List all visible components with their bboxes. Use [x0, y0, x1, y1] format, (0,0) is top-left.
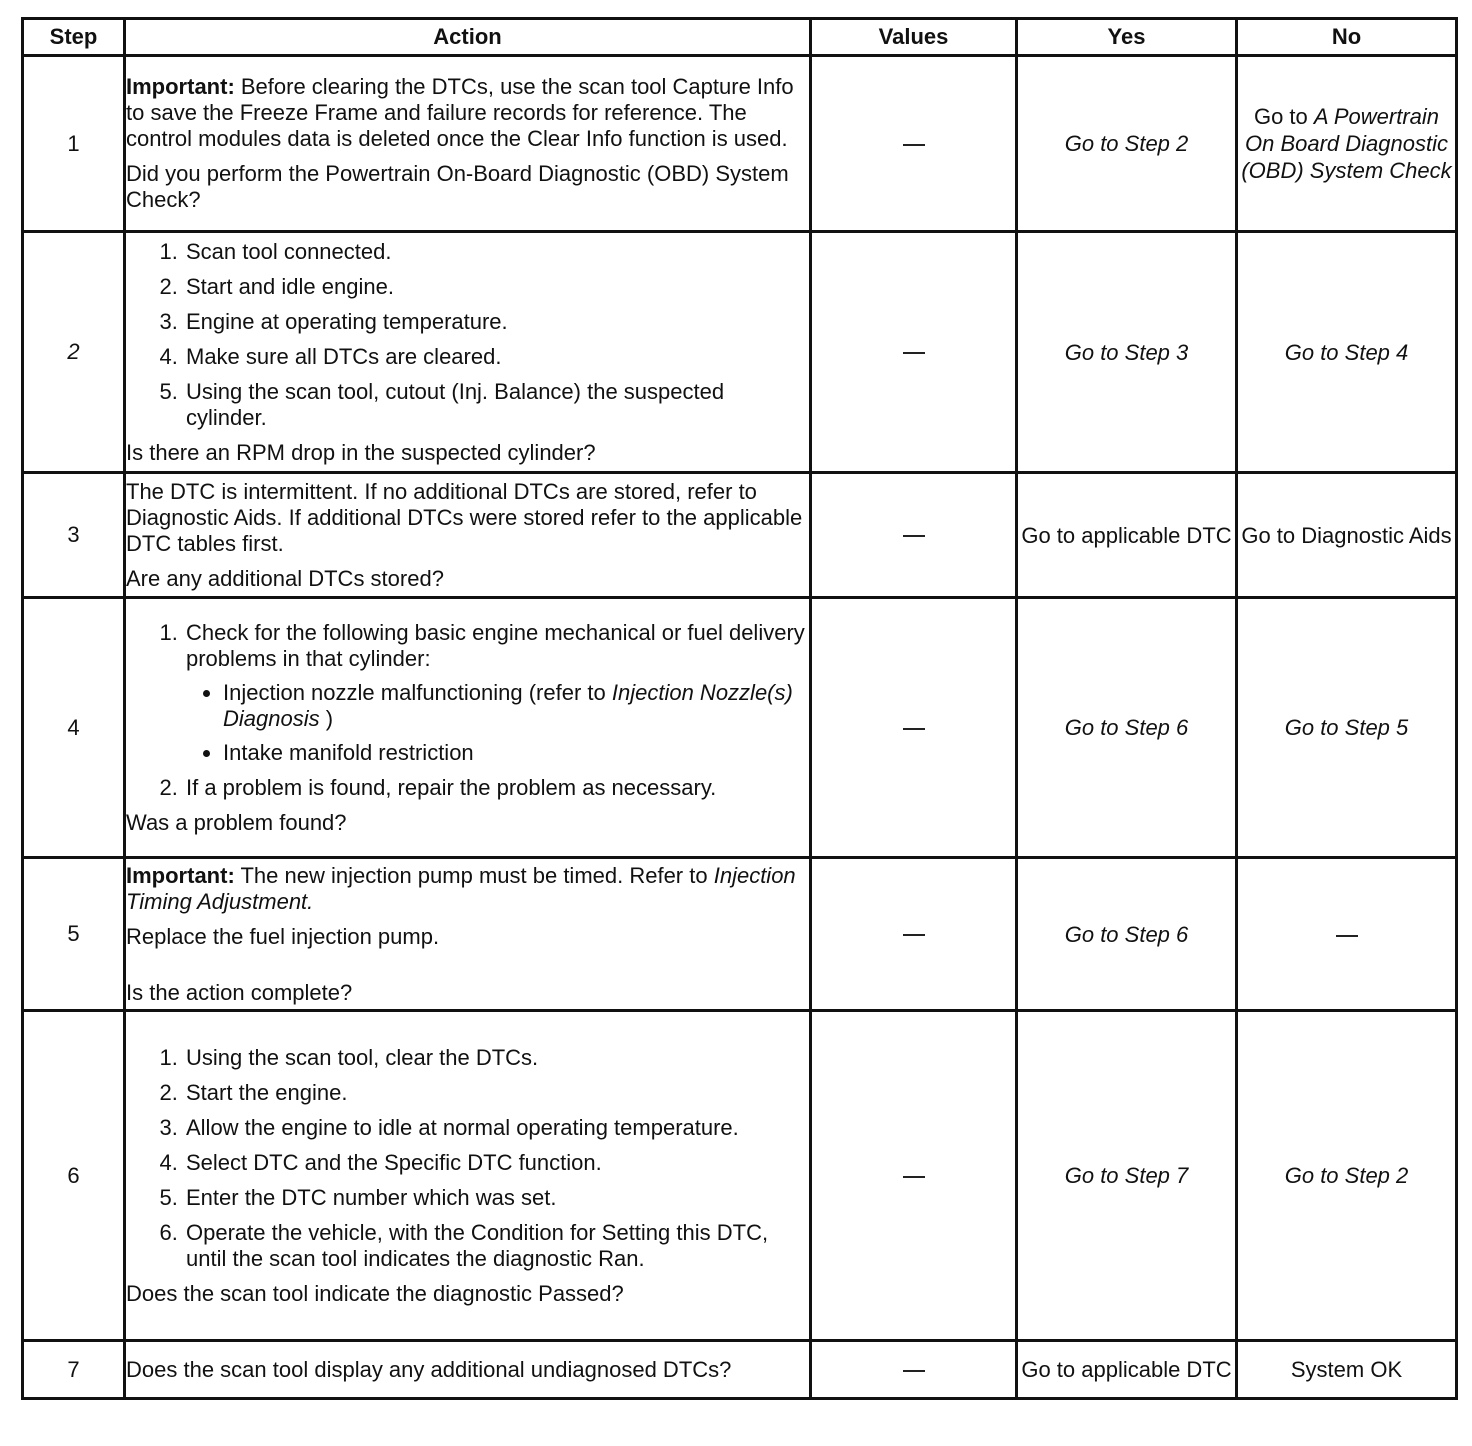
- step-number: 5: [23, 858, 125, 1011]
- header-yes: Yes: [1017, 19, 1237, 56]
- list-item: 4. Make sure all DTCs are cleared.: [184, 344, 809, 370]
- list-item: 3. Engine at operating temperature.: [184, 309, 809, 335]
- dash-mark: [903, 352, 925, 354]
- no-cell: System OK: [1237, 1341, 1457, 1399]
- list-item: 2. Start the engine.: [184, 1080, 809, 1106]
- list-item: 2. Start and idle engine.: [184, 274, 809, 300]
- list-item: 3. Allow the engine to idle at normal operating temperature.: [184, 1115, 809, 1141]
- yes-cell: Go to Step 7: [1017, 1011, 1237, 1341]
- values-cell: [811, 1341, 1017, 1399]
- no-cell: [1237, 858, 1457, 1011]
- table-row-step-2: [23, 232, 1457, 473]
- table-row-step-7: [23, 1341, 1457, 1399]
- question-text: Are any additional DTCs stored?: [126, 565, 444, 591]
- no-cell: Go to Step 2: [1237, 1011, 1457, 1341]
- header-step: Step: [23, 19, 125, 56]
- action-text: The DTC is intermittent. If no additional DTCs are stored, refer to Diagnostic Aids. If additional DTCs were stored refer to the applicable DTC tables first.: [126, 478, 803, 556]
- no-link: A Powertrain On Board Diagnostic (OBD) System Check: [1241, 104, 1452, 183]
- important-label: Important:: [126, 74, 235, 99]
- no-cell: Go to Diagnostic Aids: [1237, 473, 1457, 598]
- action-cell: [125, 1011, 811, 1341]
- table-row-step-6: [23, 1011, 1457, 1341]
- action-cell: [125, 56, 811, 232]
- question-text: Is there an RPM drop in the suspected cylinder?: [126, 439, 596, 465]
- header-row: [23, 19, 1457, 56]
- dash-mark: [903, 1176, 925, 1178]
- yes-cell: Go to applicable DTC: [1017, 473, 1237, 598]
- action-cell: [125, 598, 811, 858]
- important-text: Before clearing the DTCs, use the scan tool Capture Info to save the Freeze Frame and failure records for reference. The control modules data is deleted once the Clear Info function is used.: [126, 74, 794, 151]
- action-cell: [125, 1341, 811, 1399]
- yes-cell: Go to Step 3: [1017, 232, 1237, 473]
- action-list: [126, 620, 809, 801]
- list-item: 4. Select DTC and the Specific DTC function.: [184, 1150, 809, 1176]
- important-text: The new injection pump must be timed. Refer to: [234, 862, 714, 888]
- question-text: Does the scan tool display any additional undiagnosed DTCs?: [126, 1356, 732, 1382]
- values-cell: [811, 473, 1017, 598]
- important-label: Important:: [126, 862, 235, 888]
- action-cell: [125, 473, 811, 598]
- header-values: Values: [811, 19, 1017, 56]
- action-cell: [125, 858, 811, 1011]
- no-prefix: Go to: [1253, 104, 1314, 129]
- question-text: Does the scan tool indicate the diagnostic Passed?: [126, 1280, 624, 1306]
- question-text: Did you perform the Powertrain On-Board Diagnostic (OBD) System Check?: [126, 161, 789, 212]
- header-no: No: [1237, 19, 1457, 56]
- question-text: Is the action complete?: [126, 979, 353, 1005]
- bullet-end: ): [319, 705, 334, 731]
- bullet-item: [223, 680, 809, 732]
- list-item: [184, 620, 809, 766]
- dash-mark: [1336, 935, 1358, 937]
- no-cell: Go to Step 5: [1237, 598, 1457, 858]
- list-item-text: Check for the following basic engine mechanical or fuel delivery problems in that cylinder:: [186, 619, 805, 671]
- important-note: [126, 863, 809, 915]
- important-link: Injection Timing Adjustment.: [126, 862, 796, 914]
- bullet-list: [186, 680, 809, 766]
- step-number: 3: [23, 473, 125, 598]
- yes-cell: Go to Step 2: [1017, 56, 1237, 232]
- list-item: 2. If a problem is found, repair the problem as necessary.: [184, 775, 809, 801]
- bullet-link: Injection Nozzle(s) Diagnosis: [223, 679, 793, 731]
- no-cell: Go to Step 4: [1237, 232, 1457, 473]
- table-row-step-1: [23, 56, 1457, 232]
- dash-mark: [903, 535, 925, 537]
- values-cell: [811, 56, 1017, 232]
- step-number: 6: [23, 1011, 125, 1341]
- dash-mark: [903, 1370, 925, 1372]
- bullet-item: • Intake manifold restriction: [223, 740, 809, 766]
- yes-cell: Go to applicable DTC: [1017, 1341, 1237, 1399]
- list-item: 6. Operate the vehicle, with the Condition for Setting this DTC, until the scan tool indicates the diagnostic Ran.: [184, 1220, 809, 1272]
- diagnostic-table: [21, 17, 1458, 1400]
- no-cell: [1237, 56, 1457, 232]
- values-cell: [811, 232, 1017, 473]
- action-text: Replace the fuel injection pump.: [126, 923, 440, 949]
- list-item: 1. Using the scan tool, clear the DTCs.: [184, 1045, 809, 1071]
- step-number: 4: [23, 598, 125, 858]
- table-row-step-3: [23, 473, 1457, 598]
- step-number: 1: [23, 56, 125, 232]
- step-number: 2: [23, 232, 125, 473]
- list-item: 5. Using the scan tool, cutout (Inj. Balance) the suspected cylinder.: [184, 379, 809, 431]
- question-text: Was a problem found?: [126, 809, 347, 835]
- header-action: Action: [125, 19, 811, 56]
- action-cell: [125, 232, 811, 473]
- dash-mark: [903, 728, 925, 730]
- yes-cell: Go to Step 6: [1017, 858, 1237, 1011]
- table-row-step-4: [23, 598, 1457, 858]
- values-cell: [811, 1011, 1017, 1341]
- action-list: [126, 1045, 809, 1272]
- action-list: [126, 239, 809, 431]
- dash-mark: [903, 144, 925, 146]
- values-cell: [811, 598, 1017, 858]
- values-cell: [811, 858, 1017, 1011]
- table-row-step-5: [23, 858, 1457, 1011]
- yes-cell: Go to Step 6: [1017, 598, 1237, 858]
- dash-mark: [903, 934, 925, 936]
- list-item: 1. Scan tool connected.: [184, 239, 809, 265]
- important-note: [126, 74, 809, 152]
- list-item: 5. Enter the DTC number which was set.: [184, 1185, 809, 1211]
- step-number: 7: [23, 1341, 125, 1399]
- bullet-text: Injection nozzle malfunctioning (refer to: [223, 679, 612, 705]
